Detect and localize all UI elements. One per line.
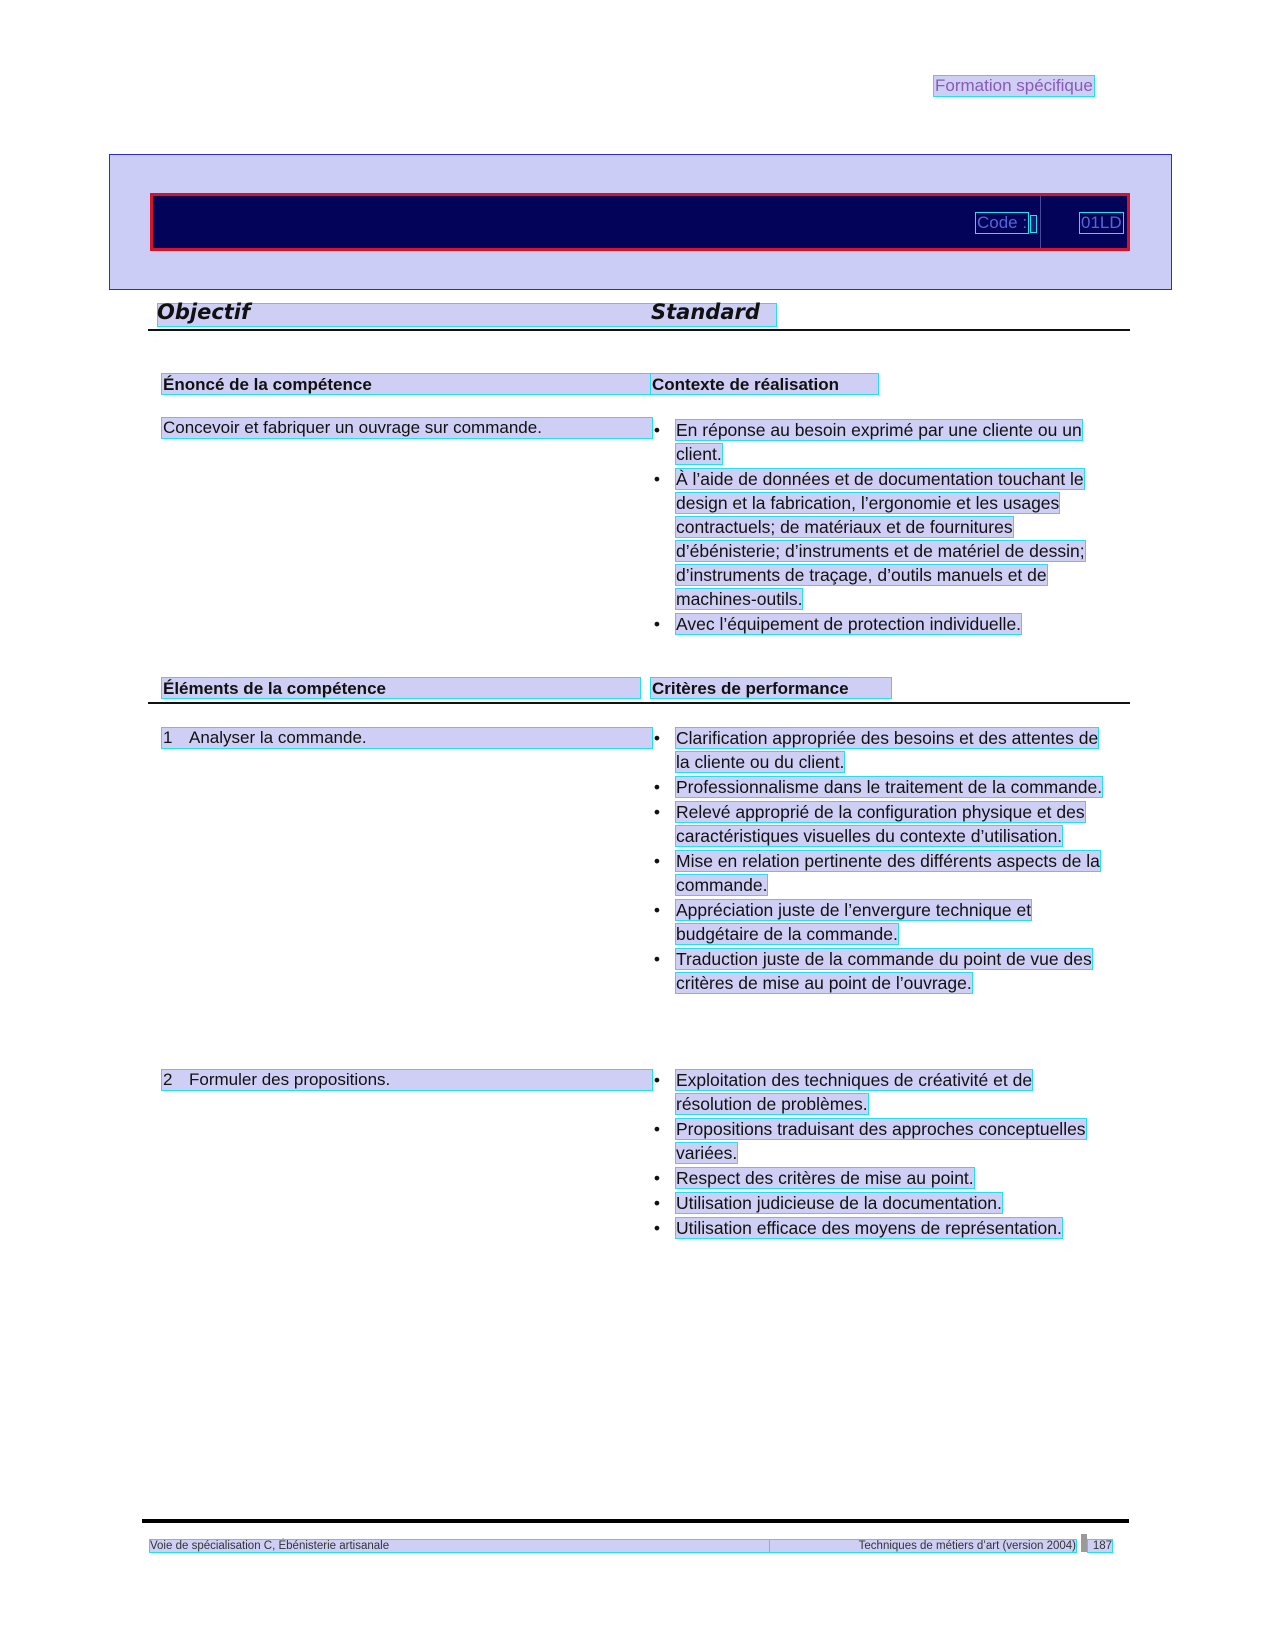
list-item: • Avec l’équipement de protection individuelle. [653, 614, 1022, 634]
criteria-list-1 [653, 726, 1108, 995]
column-header-standard: Standard [651, 300, 760, 324]
context-heading: Contexte de réalisation [652, 375, 840, 394]
column-header-objectif: Objectif [157, 300, 251, 324]
context-list [653, 418, 1108, 636]
element-label: Analyser la commande. [189, 728, 367, 747]
banner-divider [1040, 196, 1041, 248]
list-item: • Appréciation juste de l’envergure technique et budgétaire de la commande. [653, 900, 1032, 944]
section-label: Formation spécifique [935, 76, 1093, 95]
list-item: • Professionnalisme dans le traitement de la commande. [653, 777, 1103, 797]
list-item: • Mise en relation pertinente des différents aspects de la commande. [653, 851, 1100, 895]
code-value: 01LD [1081, 213, 1122, 232]
element-label: Formuler des propositions. [189, 1070, 391, 1089]
list-item: • Exploitation des techniques de créativité et de résolution de problèmes. [653, 1070, 1033, 1114]
list-item: • Utilisation judicieuse de la documentation. [653, 1193, 1002, 1213]
list-item: • En réponse au besoin exprimé par une cliente ou un client. [653, 420, 1082, 464]
criteria-list-2 [653, 1068, 1108, 1240]
list-item: • Traduction juste de la commande du point de vue des critères de mise au point de l’ouvrage. [653, 949, 1092, 993]
list-item: • Clarification appropriée des besoins et des attentes de la cliente ou du client. [653, 728, 1099, 772]
competence-statement: Concevoir et fabriquer un ouvrage sur commande. [163, 418, 542, 437]
code-marker [1030, 215, 1037, 233]
list-item: • Relevé approprié de la configuration physique et des caractéristiques visuelles du contexte d’utilisation. [653, 802, 1085, 846]
code-label: Code : [977, 213, 1028, 232]
element-number: 1 [163, 728, 173, 747]
footer-rule [142, 1519, 1129, 1523]
elements-heading: Éléments de la compétence [163, 679, 386, 698]
page-number: 187 [1088, 1540, 1112, 1552]
elements-rule [148, 702, 1130, 704]
footer-left: Voie de spécialisation C, Ébénisterie artisanale [150, 1540, 770, 1552]
list-item: • À l’aide de données et de documentation touchant le design et la fabrication, l’ergonomie et les usages contractuels; de matériaux et de fournitures d’ébénisterie; d’instruments et de matériel de dessin; d’instruments de traçage, d’outils manuels et de machines-outils. [653, 469, 1085, 609]
footer-divider [1081, 1534, 1087, 1552]
criteria-heading: Critères de performance [652, 679, 849, 698]
list-item: • Respect des critères de mise au point. [653, 1168, 974, 1188]
list-item: • Propositions traduisant des approches conceptuelles variées. [653, 1119, 1086, 1163]
element-number: 2 [163, 1070, 173, 1089]
header-rule [148, 329, 1130, 331]
footer-right: Techniques de métiers d’art (version 2004) [770, 1540, 1076, 1552]
statement-heading: Énoncé de la compétence [163, 375, 372, 394]
list-item: • Utilisation efficace des moyens de représentation. [653, 1218, 1062, 1238]
